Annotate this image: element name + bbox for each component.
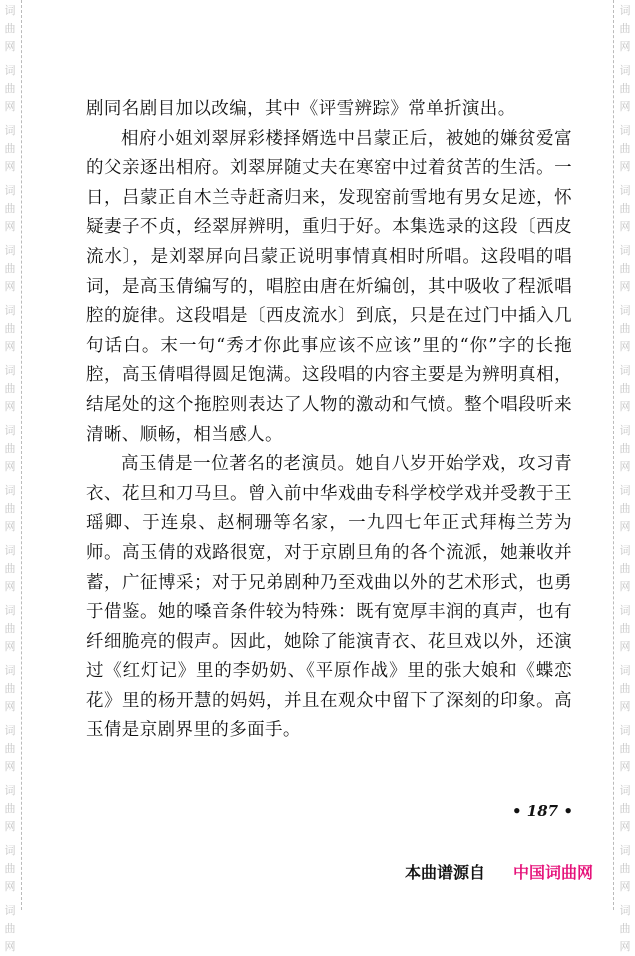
watermark-group [615, 662, 635, 716]
watermark-group [615, 122, 635, 176]
watermark-char: 曲 [4, 322, 16, 335]
watermark-char: 词 [4, 724, 16, 737]
watermark-group [615, 722, 635, 776]
paragraph-3: 高玉倩是一位著名的老演员。她自八岁开始学戏，攻习青衣、花旦和刀马旦。曾入前中华戏曲专科学校学戏并受教于王瑶卿、于连泉、赵桐珊等名家，一九四七年正式拜梅兰芳为师。高玉倩的戏路很宽，对于京剧旦角的各个流派，她兼收并蓄，广征博采；对于兄弟剧种乃至戏曲以外的艺术形式，也勇于借鉴。她的嗓音条件较为特殊：既有宽厚丰润的真声，也有纤细脆亮的假声。因此，她除了能演青衣、花旦戏以外，还演过《红灯记》里的李奶奶、《平原作战》里的张大娘和《蝶恋花》里的杨开慧的妈妈，并且在观众中留下了深刻的印象。高玉倩是京剧界里的多面手。 [86, 454, 572, 741]
watermark-char: 曲 [4, 562, 16, 575]
watermark-char: 网 [4, 580, 16, 593]
watermark-char: 词 [619, 304, 631, 317]
watermark-char: 词 [4, 364, 16, 377]
watermark-char: 曲 [619, 802, 631, 815]
watermark-char: 网 [619, 160, 631, 173]
watermark-group [615, 362, 635, 416]
watermark-group [0, 182, 20, 236]
watermark-char: 曲 [619, 82, 631, 95]
watermark-char: 词 [4, 664, 16, 677]
watermark-char: 网 [4, 520, 16, 533]
watermark-char: 词 [619, 424, 631, 437]
watermark-char: 网 [4, 160, 16, 173]
watermark-group [615, 902, 635, 956]
watermark-char: 网 [619, 940, 631, 953]
watermark-char: 曲 [4, 862, 16, 875]
watermark-group [615, 602, 635, 656]
watermark-char: 网 [4, 880, 16, 893]
paragraph-1: 剧同名剧目加以改编，其中《评雪辨踪》常单折演出。 [86, 99, 516, 119]
watermark-char: 曲 [4, 82, 16, 95]
watermark-group [0, 62, 20, 116]
watermark-char: 曲 [619, 622, 631, 635]
watermark-char: 曲 [4, 142, 16, 155]
watermark-group [615, 842, 635, 896]
left-watermark-margin [0, 0, 20, 953]
watermark-char: 曲 [4, 22, 16, 35]
watermark-char: 词 [619, 844, 631, 857]
watermark-char: 词 [619, 184, 631, 197]
watermark-char: 词 [4, 484, 16, 497]
watermark-char: 词 [619, 904, 631, 917]
watermark-group [615, 182, 635, 236]
watermark-char: 词 [619, 544, 631, 557]
watermark-group [615, 242, 635, 296]
watermark-char: 词 [619, 604, 631, 617]
watermark-char: 网 [4, 760, 16, 773]
page-body [86, 95, 572, 746]
watermark-char: 词 [619, 244, 631, 257]
watermark-char: 网 [619, 400, 631, 413]
watermark-char: 曲 [619, 142, 631, 155]
paragraph-2: 相府小姐刘翠屏彩楼择婿选中吕蒙正后，被她的嫌贫爱富的父亲逐出相府。刘翠屏随丈夫在寒窑中过着贫苦的生活。一日，吕蒙正自木兰寺赶斋归来，发现窑前雪地有男女足迹，怀疑妻子不贞，经翠屏辨明，重归于好。本集选录的这段〔西皮流水〕，是刘翠屏向吕蒙正说明事情真相时所唱。这段唱的唱词，是高玉倩编写的，唱腔由唐在炘编创，其中吸收了程派唱腔的旋律。这段唱是〔西皮流水〕到底，只是在过门中插入几句话白。末一句“秀才你此事应该不应该”里的“你”字的长拖腔，高玉倩唱得圆足饱满。这段唱的内容主要是为辨明真相，结尾处的这个拖腔则表达了人物的激动和气愤。整个唱段听来清晰、顺畅，相当感人。 [86, 128, 572, 445]
watermark-char: 词 [619, 724, 631, 737]
watermark-char: 曲 [4, 682, 16, 695]
watermark-char: 曲 [619, 742, 631, 755]
watermark-char: 词 [4, 784, 16, 797]
watermark-group [0, 542, 20, 596]
watermark-char: 曲 [619, 442, 631, 455]
watermark-char: 曲 [619, 262, 631, 275]
watermark-char: 词 [619, 64, 631, 77]
watermark-char: 曲 [4, 922, 16, 935]
watermark-group [0, 662, 20, 716]
watermark-char: 曲 [619, 22, 631, 35]
watermark-group [0, 602, 20, 656]
watermark-char: 曲 [619, 322, 631, 335]
watermark-char: 网 [619, 580, 631, 593]
watermark-char: 网 [619, 640, 631, 653]
watermark-group [0, 122, 20, 176]
watermark-char: 词 [619, 484, 631, 497]
watermark-char: 网 [619, 820, 631, 833]
watermark-char: 曲 [4, 262, 16, 275]
watermark-char: 曲 [619, 382, 631, 395]
watermark-char: 词 [4, 304, 16, 317]
watermark-group [0, 782, 20, 836]
watermark-char: 曲 [619, 862, 631, 875]
watermark-char: 曲 [619, 682, 631, 695]
watermark-char: 曲 [4, 442, 16, 455]
watermark-group [0, 242, 20, 296]
watermark-group [0, 842, 20, 896]
watermark-group [0, 902, 20, 956]
watermark-char: 词 [619, 4, 631, 17]
watermark-char: 网 [619, 220, 631, 233]
watermark-char: 网 [619, 40, 631, 53]
watermark-group [615, 302, 635, 356]
watermark-char: 网 [619, 280, 631, 293]
source-site-link[interactable]: 中国词曲网 [513, 863, 594, 882]
watermark-char: 网 [4, 460, 16, 473]
watermark-char: 词 [619, 124, 631, 137]
right-dashed-divider [613, 0, 614, 910]
watermark-char: 曲 [4, 382, 16, 395]
watermark-group [0, 722, 20, 776]
watermark-char: 曲 [619, 922, 631, 935]
watermark-char: 曲 [4, 202, 16, 215]
watermark-char: 曲 [4, 502, 16, 515]
watermark-char: 网 [619, 880, 631, 893]
watermark-char: 网 [4, 640, 16, 653]
watermark-char: 词 [4, 424, 16, 437]
watermark-char: 网 [4, 940, 16, 953]
watermark-group [615, 542, 635, 596]
watermark-char: 词 [4, 544, 16, 557]
watermark-char: 词 [4, 64, 16, 77]
watermark-char: 词 [619, 364, 631, 377]
watermark-char: 曲 [4, 802, 16, 815]
source-label: 本曲谱源自 [405, 863, 486, 882]
watermark-char: 网 [4, 340, 16, 353]
watermark-group [615, 782, 635, 836]
watermark-char: 网 [619, 700, 631, 713]
watermark-group [615, 62, 635, 116]
watermark-char: 网 [4, 40, 16, 53]
watermark-group [0, 302, 20, 356]
watermark-char: 网 [4, 820, 16, 833]
watermark-group [0, 2, 20, 56]
watermark-char: 网 [4, 700, 16, 713]
watermark-char: 网 [619, 100, 631, 113]
watermark-group [615, 2, 635, 56]
watermark-char: 曲 [619, 502, 631, 515]
watermark-char: 曲 [619, 562, 631, 575]
watermark-char: 词 [4, 184, 16, 197]
watermark-char: 词 [4, 124, 16, 137]
watermark-char: 词 [619, 784, 631, 797]
watermark-char: 词 [4, 904, 16, 917]
page-number: • 187 • [512, 802, 573, 820]
right-watermark-margin [615, 0, 635, 953]
watermark-group [0, 422, 20, 476]
watermark-char: 网 [4, 280, 16, 293]
watermark-char: 网 [619, 520, 631, 533]
watermark-char: 网 [619, 460, 631, 473]
watermark-char: 网 [4, 100, 16, 113]
watermark-char: 网 [619, 760, 631, 773]
watermark-char: 曲 [619, 202, 631, 215]
watermark-char: 网 [619, 340, 631, 353]
watermark-group [0, 362, 20, 416]
watermark-char: 曲 [4, 622, 16, 635]
watermark-char: 词 [619, 664, 631, 677]
watermark-char: 词 [4, 4, 16, 17]
watermark-char: 网 [4, 400, 16, 413]
watermark-group [615, 422, 635, 476]
watermark-group [615, 482, 635, 536]
watermark-char: 词 [4, 604, 16, 617]
watermark-char: 词 [4, 244, 16, 257]
watermark-char: 曲 [4, 742, 16, 755]
watermark-group [0, 482, 20, 536]
left-dashed-divider [21, 0, 22, 910]
watermark-char: 网 [4, 220, 16, 233]
watermark-char: 词 [4, 844, 16, 857]
